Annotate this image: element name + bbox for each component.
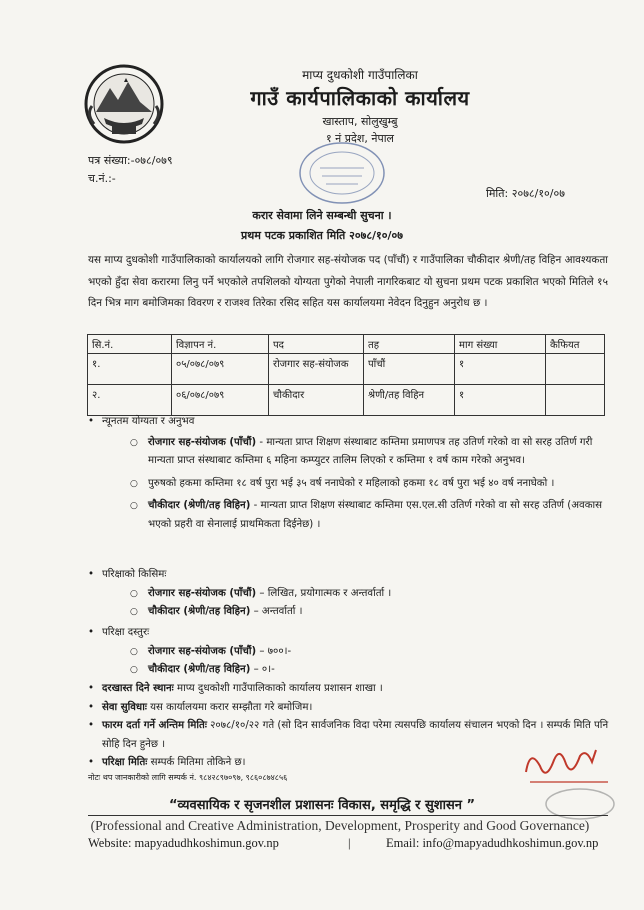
list-item: [148, 434, 612, 471]
item-text: पुरुषको हकमा कम्तिमा १८ वर्ष पुरा भई ३५ वर्ष ननाघेको र महिलाको हकमा १८ वर्ष पुरा भई ४० वर्ष ननाघेको ।: [148, 477, 555, 489]
notice-title: करार सेवामा लिने सम्बन्धी सुचना ।: [252, 209, 392, 222]
item-label: चौकीदार (श्रेणी/तह विहिन): [148, 664, 251, 675]
office-name: गाउँ कार्यपालिकाको कार्यालय: [250, 86, 470, 110]
item-label: चौकीदार (श्रेणी/तह विहिन): [148, 500, 251, 511]
footer-english-slogan: (Professional and Creative Administration, Development, Prosperity and Good Governance): [90, 818, 590, 833]
exam-fee-heading: • परिक्षा दस्तुरः: [102, 624, 612, 643]
exam-type-section: [102, 566, 612, 622]
cell-ad-no: ०६/०७८/०७९: [172, 385, 269, 416]
municipality-name: माप्य दुधकोशी गाउँपालिका: [302, 68, 418, 82]
footer-divider: [88, 815, 608, 816]
list-item: [148, 643, 612, 662]
item-label: सेवा सुविधाः: [102, 701, 147, 713]
list-item: [148, 585, 612, 604]
col-post: पद: [269, 335, 364, 354]
item-label: रोजगार सह-संयोजक (पाँचौं): [148, 436, 257, 448]
col-remarks: कैफियत: [546, 335, 605, 354]
item-text: – लिखित, प्रयोगात्मक र अन्तर्वार्ता ।: [256, 587, 392, 599]
footer-website: Website: mapyadudhkoshimun.gov.np: [88, 836, 279, 850]
exam-fee-section: [102, 624, 612, 680]
item-label: फारम दर्ता गर्ने अन्तिम मितिः: [102, 720, 207, 731]
office-province: १ नं प्रदेश, नेपाल: [325, 132, 395, 145]
col-level: तह: [364, 335, 455, 354]
footer-slogan: “व्यवसायिक र सृजनशील प्रशासनः विकास, समृद्धि र सुशासन ”: [168, 798, 476, 813]
cell-post: चौकीदार: [269, 385, 364, 416]
col-ad-no: विज्ञापन नं.: [172, 335, 269, 354]
qualification-heading: • न्यूनतम योग्यता र अनुभव: [102, 413, 612, 432]
item-text: सम्पर्क मितिमा तोकिने छ।: [147, 757, 246, 768]
table-header-row: [88, 335, 605, 354]
item-label: रोजगार सह-संयोजक (पाँचौं): [148, 587, 257, 599]
item-text: - मान्यता प्राप्त शिक्षण संस्थाबाट कम्तिमा प्रमाणपत्र तह उतिर्ण गरेको वा सो सरह उतिर्ण गरी मान्यता प्राप्त संस्थाबाट कम्तिमा ६ महिना कम्प्युटर तालिम लिएको र कम्तिमा १ वर्ष काम गरेको अनुभव।: [148, 436, 593, 466]
item-text: माप्य दुधकोशी गाउँपालिकाको कार्यालय प्रशासन शाखा ।: [173, 683, 383, 694]
item-label: चौकीदार (श्रेणी/तह विहिन): [148, 606, 251, 617]
cell-level: पाँचौं: [364, 354, 455, 385]
item-label: रोजगार सह-संयोजक (पाँचौं): [148, 645, 257, 657]
item-label: परिक्षा मितिः: [102, 757, 148, 768]
item-text: – ०।-: [250, 664, 275, 675]
table-row: [88, 385, 605, 416]
qualification-section: [102, 413, 612, 534]
list-item: [148, 497, 612, 534]
cell-remarks: [546, 354, 605, 385]
item-text: - मान्यता प्राप्त शिक्षण संस्थाबाट कम्तिमा एस.एल.सी उतिर्ण गरेको वा सो सरह उतिर्ण (अवकास भएको प्रहरी वा सेनालाई प्राथमिकता दिईनेछ) ।: [148, 500, 603, 530]
notice-subtitle: प्रथम पटक प्रकाशित मिति २०७८/१०/०७: [241, 229, 403, 242]
item-text: – अन्तर्वार्ता ।: [250, 606, 303, 617]
list-item: [102, 680, 612, 699]
table-row: [88, 354, 605, 385]
cell-remarks: [546, 385, 605, 416]
list-item: [102, 699, 612, 718]
list-item: [148, 475, 612, 494]
office-address: खास्ताप, सोलुखुम्बु: [322, 115, 398, 128]
exam-type-heading: • परिक्षाको किसिमः: [102, 566, 612, 585]
item-label: दरखास्त दिने स्थानः: [102, 683, 174, 694]
cell-serial: २.: [88, 385, 172, 416]
footer-email: Email: info@mapyadudhkoshimun.gov.np: [386, 836, 599, 850]
office-stamp-icon: [292, 138, 392, 208]
item-text: २०७८/१०/२२ गते (सो दिन सार्वजनिक विदा परेमा त्यसपछि कार्यालय संचालन भएको दिन । सम्पर्क मिति पनि सोहि दिन हुनेछ ।: [102, 720, 609, 750]
list-item: [148, 661, 612, 680]
notice-date: मिति: २०७८/१०/०७: [486, 187, 565, 200]
list-item: [148, 603, 612, 622]
notice-body: यस माप्य दुधकोशी गाउँपालिकाको कार्यालयको लागि रोजगार सह-संयोजक पद (पाँचौं) र गाउँपालिका चौकीदार श्रेणी/तह विहिन आवश्यकता भएको हुँदा सेवा करारमा लिनु पर्ने भएकोले तपशिलको योग्यता पुगेको नेपाली नागरिकबाट यो सुचना प्रथम पटक प्रकाशित भएको मितिले १५ दिन भित्र माग बमोजिमका विवरण र राजश्‍व तिरेका रसिद सहित यस कार्यालयमा नेवेदन दिनुहुन अनुरोध छ ।: [88, 254, 608, 309]
item-text: यस कार्यालयमा करार सम्झौता गरे बमोजिम।: [146, 701, 313, 713]
contact-note: नोटः थप जानकारीको लागि सम्पर्क नं. ९८४२८९७०९७, ९८६०८७४८५६: [88, 773, 288, 782]
cell-level: श्रेणी/तह विहिन: [364, 385, 455, 416]
item-text: – ७००।-: [256, 645, 292, 657]
vacancy-table: [87, 334, 605, 416]
cell-serial: १.: [88, 354, 172, 385]
cell-post: रोजगार सह-संयोजक: [269, 354, 364, 385]
dispatch-number: च.नं.:-: [88, 172, 116, 185]
col-serial: सि.नं.: [88, 335, 172, 354]
government-emblem-icon: [82, 62, 166, 146]
cell-demand: १: [455, 354, 546, 385]
footer-separator: |: [348, 836, 351, 850]
cell-demand: १: [455, 385, 546, 416]
cell-ad-no: ०५/०७८/०७९: [172, 354, 269, 385]
col-demand: माग संख्या: [455, 335, 546, 354]
ref-number: पत्र संख्या:-०७८/०७९: [88, 154, 173, 167]
